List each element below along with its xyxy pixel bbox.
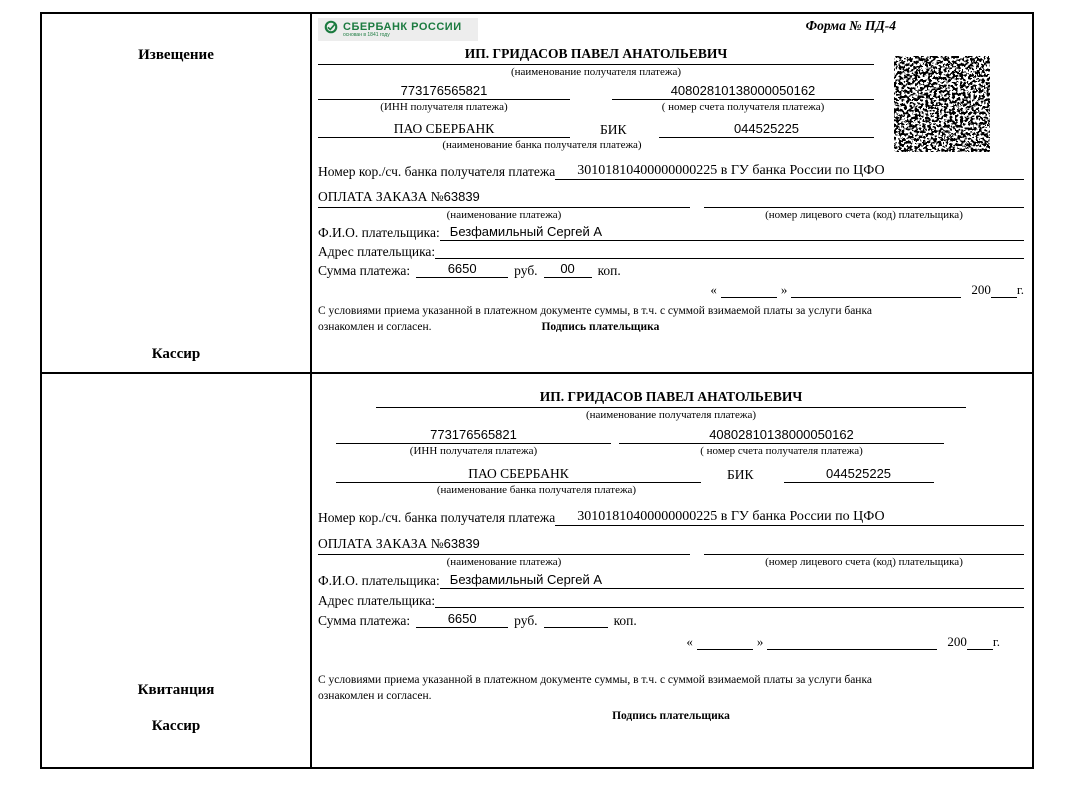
notice-form-column xyxy=(312,14,1032,372)
qr-code xyxy=(894,56,990,152)
bank-name-value: ПАО СБЕРБАНК xyxy=(318,121,570,138)
form-number: Форма № ПД-4 xyxy=(805,18,896,33)
recipient-name: ИП. ГРИДАСОВ ПАВЕЛ АНАТОЛЬЕВИЧ xyxy=(464,46,728,61)
date-day-blank xyxy=(721,297,777,298)
quote-open: « xyxy=(710,282,717,298)
sberbank-logo-tagline: основан в 1841 году xyxy=(343,32,390,39)
corr-account-row xyxy=(318,505,1024,526)
bank-caption: (наименование банка получателя платежа) xyxy=(436,483,637,496)
quote-close: » xyxy=(780,282,788,298)
agreement-line1: С условиями приема указанной в платежном документе суммы, в т.ч. с суммой взимаемой платы за услуги банка xyxy=(318,674,872,687)
payer-address-label: Адрес плательщика: xyxy=(318,243,436,259)
inn-account-captions xyxy=(318,100,874,114)
cashier-label: Кассир xyxy=(151,717,201,734)
payer-name-value: Безфамильный Сергей А xyxy=(440,573,1024,589)
form-table xyxy=(40,12,1034,769)
recipient-name-field xyxy=(376,388,966,408)
receipt-label: Квитанция xyxy=(137,681,215,698)
amount-rub-value: 6650 xyxy=(416,262,508,278)
agreement-line1: С условиями приема указанной в платежном документе суммы, в т.ч. с суммой взимаемой платы за услуги банка xyxy=(318,305,872,318)
bik-label: БИК xyxy=(727,467,754,483)
inn-value: 773176565821 xyxy=(318,84,570,100)
account-caption: ( номер счета получателя платежа) xyxy=(661,101,825,114)
payer-address-value xyxy=(435,607,1024,608)
year-blank xyxy=(991,297,1017,298)
payment-purpose-row xyxy=(318,187,1024,208)
sberbank-logo xyxy=(318,18,478,41)
bik-value: 044525225 xyxy=(784,467,934,483)
year-prefix: 200 xyxy=(971,282,991,298)
year-suffix: г. xyxy=(992,634,1000,650)
notice-stub-column xyxy=(42,14,312,372)
bik-label: БИК xyxy=(600,122,627,138)
purpose-captions-row xyxy=(318,208,1024,222)
payment-purpose-field xyxy=(318,188,690,207)
inn-value: 773176565821 xyxy=(336,428,611,444)
header-row xyxy=(318,18,1024,44)
date-day-blank xyxy=(697,649,753,650)
payer-address-row xyxy=(318,593,1024,609)
corr-account-value: 30101810400000000225 в ГУ банка России по ЦФО xyxy=(555,163,1024,180)
amount-label: Сумма платежа: xyxy=(318,612,411,628)
date-month-blank xyxy=(767,649,937,650)
bank-row xyxy=(318,466,1024,483)
date-row xyxy=(318,280,1024,298)
bank-caption: (наименование банка получателя платежа) xyxy=(442,138,642,151)
personal-account-caption: (номер лицевого счета (код) плательщика) xyxy=(765,555,963,568)
bank-name-value: ПАО СБЕРБАНК xyxy=(336,466,701,483)
amount-rub-value: 6650 xyxy=(416,612,508,628)
payer-name-value: Безфамильный Сергей А xyxy=(440,225,1024,241)
payer-address-row xyxy=(318,244,1024,260)
receipt-form-column xyxy=(312,374,1032,767)
agreement-line2-row xyxy=(318,319,1024,335)
cashier-label: Кассир xyxy=(151,345,201,362)
personal-account-caption: (номер лицевого счета (код) плательщика) xyxy=(765,208,963,221)
account-caption: ( номер счета получателя платежа) xyxy=(700,445,863,458)
receipt-stub-column xyxy=(42,374,312,767)
rub-label: руб. xyxy=(514,612,538,628)
corr-account-label: Номер кор./сч. банка получателя платежа xyxy=(318,510,556,526)
account-value: 40802810138000050162 xyxy=(619,428,944,444)
payment-caption: (наименование платежа) xyxy=(446,208,562,221)
year-prefix: 200 xyxy=(947,634,967,650)
amount-kop-value xyxy=(544,627,608,628)
year-suffix: г. xyxy=(1016,282,1024,298)
sberbank-logo-text-block xyxy=(343,21,462,39)
notice-label: Извещение xyxy=(138,47,214,63)
payer-address-label: Адрес плательщика: xyxy=(318,592,436,608)
signature-label: Подпись плательщика xyxy=(541,321,660,334)
agreement-line2: ознакомлен и согласен. xyxy=(318,321,432,334)
sberbank-logo-text: СБЕРБАНК РОССИИ xyxy=(343,20,462,33)
recipient-caption: (наименование получателя платежа) xyxy=(585,409,757,422)
inn-account-row xyxy=(318,428,1024,444)
inn-account-row xyxy=(318,84,874,100)
bik-value: 044525225 xyxy=(659,122,874,138)
agreement-text xyxy=(318,672,1024,724)
payer-name-label: Ф.И.О. плательщика: xyxy=(318,573,440,589)
inn-account-captions xyxy=(318,444,1024,458)
payer-name-row xyxy=(318,573,1024,589)
recipient-block xyxy=(376,388,966,408)
amount-label: Сумма платежа: xyxy=(318,262,411,278)
payment-purpose-prefix: ОПЛАТА ЗАКАЗА № xyxy=(318,189,444,205)
payer-address-value xyxy=(435,258,1024,259)
payment-purpose-number: 63839 xyxy=(443,189,480,205)
kop-label: коп. xyxy=(597,262,621,278)
amount-row xyxy=(318,262,1024,278)
recipient-name-field xyxy=(318,45,874,65)
agreement-line2: ознакомлен и согласен. xyxy=(318,690,432,703)
inn-caption: (ИНН получателя платежа) xyxy=(409,445,538,458)
payment-purpose-prefix: ОПЛАТА ЗАКАЗА № xyxy=(318,536,444,552)
payer-name-row xyxy=(318,225,1024,241)
notice-section xyxy=(42,14,1032,374)
payment-purpose-field xyxy=(318,535,690,554)
agreement-text xyxy=(318,303,1024,335)
amount-kop-value: 00 xyxy=(544,262,592,278)
recipient-block xyxy=(318,45,874,152)
corr-account-row xyxy=(318,159,1024,180)
date-row xyxy=(318,632,1024,650)
amount-row xyxy=(318,612,1024,628)
recipient-name: ИП. ГРИДАСОВ ПАВЕЛ АНАТОЛЬЕВИЧ xyxy=(539,389,803,404)
corr-account-label: Номер кор./сч. банка получателя платежа xyxy=(318,164,556,180)
date-month-blank xyxy=(791,297,961,298)
bank-row xyxy=(318,121,874,138)
recipient-caption: (наименование получателя платежа) xyxy=(510,66,682,79)
corr-account-value: 30101810400000000225 в ГУ банка России по ЦФО xyxy=(555,509,1024,526)
sberbank-icon xyxy=(324,20,338,39)
year-blank xyxy=(967,649,993,650)
payment-purpose-row xyxy=(318,534,1024,555)
payment-purpose-number: 63839 xyxy=(443,536,480,552)
kop-label: коп. xyxy=(613,612,637,628)
payer-name-label: Ф.И.О. плательщика: xyxy=(318,225,440,241)
receipt-section xyxy=(42,374,1032,767)
inn-caption: (ИНН получателя платежа) xyxy=(380,101,508,114)
purpose-captions-row xyxy=(318,555,1024,569)
signature-label: Подпись плательщика xyxy=(612,710,730,723)
quote-close: » xyxy=(756,634,764,650)
account-value: 40802810138000050162 xyxy=(612,84,874,100)
quote-open: « xyxy=(686,634,693,650)
rub-label: руб. xyxy=(514,262,538,278)
payment-caption: (наименование платежа) xyxy=(446,555,562,568)
